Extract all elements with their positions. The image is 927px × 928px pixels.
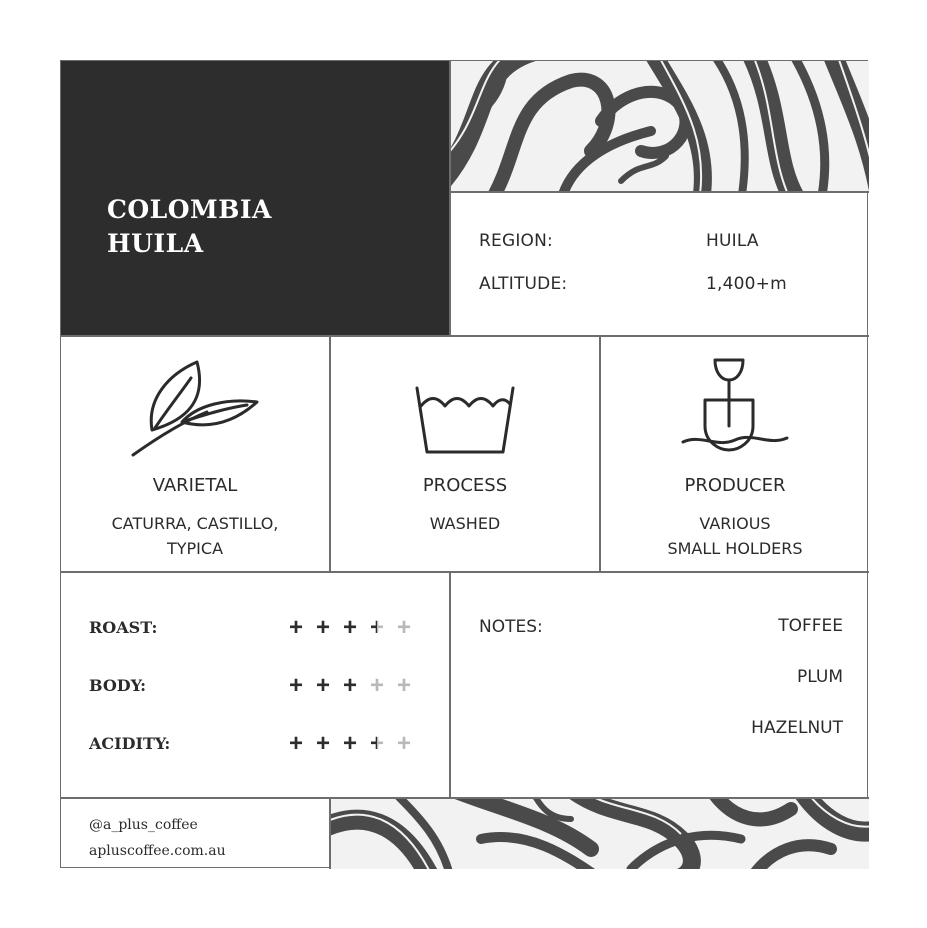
rating-plus-icon: +: [370, 672, 385, 699]
rating-plus-icon: +: [316, 672, 331, 699]
divider: [449, 61, 451, 336]
shovel-icon: [681, 356, 789, 456]
rating-plus-icon: +: [316, 730, 331, 757]
process-cell: [331, 336, 599, 572]
divider: [450, 191, 869, 193]
title-country: COLOMBIA: [107, 195, 272, 224]
rating-plus-icon: +: [343, 614, 358, 641]
notes-panel: [451, 572, 869, 798]
rating-plus-icon: +: [289, 730, 304, 757]
coffee-info-card: [60, 60, 868, 868]
leaf-icon: [127, 360, 261, 460]
acidity-label: ACIDITY:: [89, 734, 171, 753]
process-label: PROCESS: [422, 475, 508, 496]
altitude-label: ALTITUDE:: [479, 274, 568, 294]
process-value: [331, 511, 599, 536]
engraving-pattern-bottom: [331, 799, 869, 869]
ratings-panel: [61, 572, 449, 798]
producer-label: PRODUCER: [684, 475, 786, 496]
producer-value: [601, 511, 869, 561]
rating-plus-icon: +: [370, 730, 385, 757]
title-region: HUILA: [107, 229, 204, 258]
acidity-rating: [289, 730, 429, 757]
body-rating: [289, 672, 429, 699]
region-value: HUILA: [706, 231, 759, 251]
rating-plus-icon: +: [289, 614, 304, 641]
roast-label: ROAST:: [89, 618, 158, 637]
title-panel: [61, 61, 450, 336]
rating-plus-icon: +: [397, 730, 412, 757]
process-value-line1: WASHED: [429, 514, 501, 533]
roast-rating: [289, 614, 429, 641]
notes-label: NOTES:: [479, 617, 543, 637]
rating-plus-icon: +: [289, 672, 304, 699]
region-label: REGION:: [479, 231, 553, 251]
rating-plus-icon: +: [316, 614, 331, 641]
producer-value-line1: VARIOUS: [699, 514, 771, 533]
coffee-title: [107, 193, 272, 261]
producer-value-line2: SMALL HOLDERS: [667, 539, 803, 558]
varietal-value-line1: CATURRA, CASTILLO,: [111, 514, 279, 533]
rating-plus-icon: +: [397, 672, 412, 699]
varietal-value-line2: TYPICA: [166, 539, 224, 558]
engraving-pattern-top: [451, 61, 869, 192]
wash-basin-icon: [415, 384, 515, 456]
rating-plus-icon: +: [343, 672, 358, 699]
rating-plus-icon: +: [343, 730, 358, 757]
varietal-label: VARIETAL: [152, 475, 238, 496]
note-item: PLUM: [797, 667, 843, 687]
altitude-value: 1,400+m: [706, 274, 787, 294]
website-link[interactable]: apluscoffee.com.au: [89, 843, 226, 859]
note-item: HAZELNUT: [751, 718, 843, 738]
social-handle: @a_plus_coffee: [89, 817, 198, 833]
contact-block: [89, 812, 226, 864]
note-item: TOFFEE: [778, 616, 843, 636]
varietal-cell: [61, 336, 329, 572]
producer-cell: [601, 336, 869, 572]
body-label: BODY:: [89, 676, 146, 695]
rating-plus-icon: +: [370, 614, 385, 641]
rating-plus-icon: +: [397, 614, 412, 641]
varietal-value: [61, 511, 329, 561]
